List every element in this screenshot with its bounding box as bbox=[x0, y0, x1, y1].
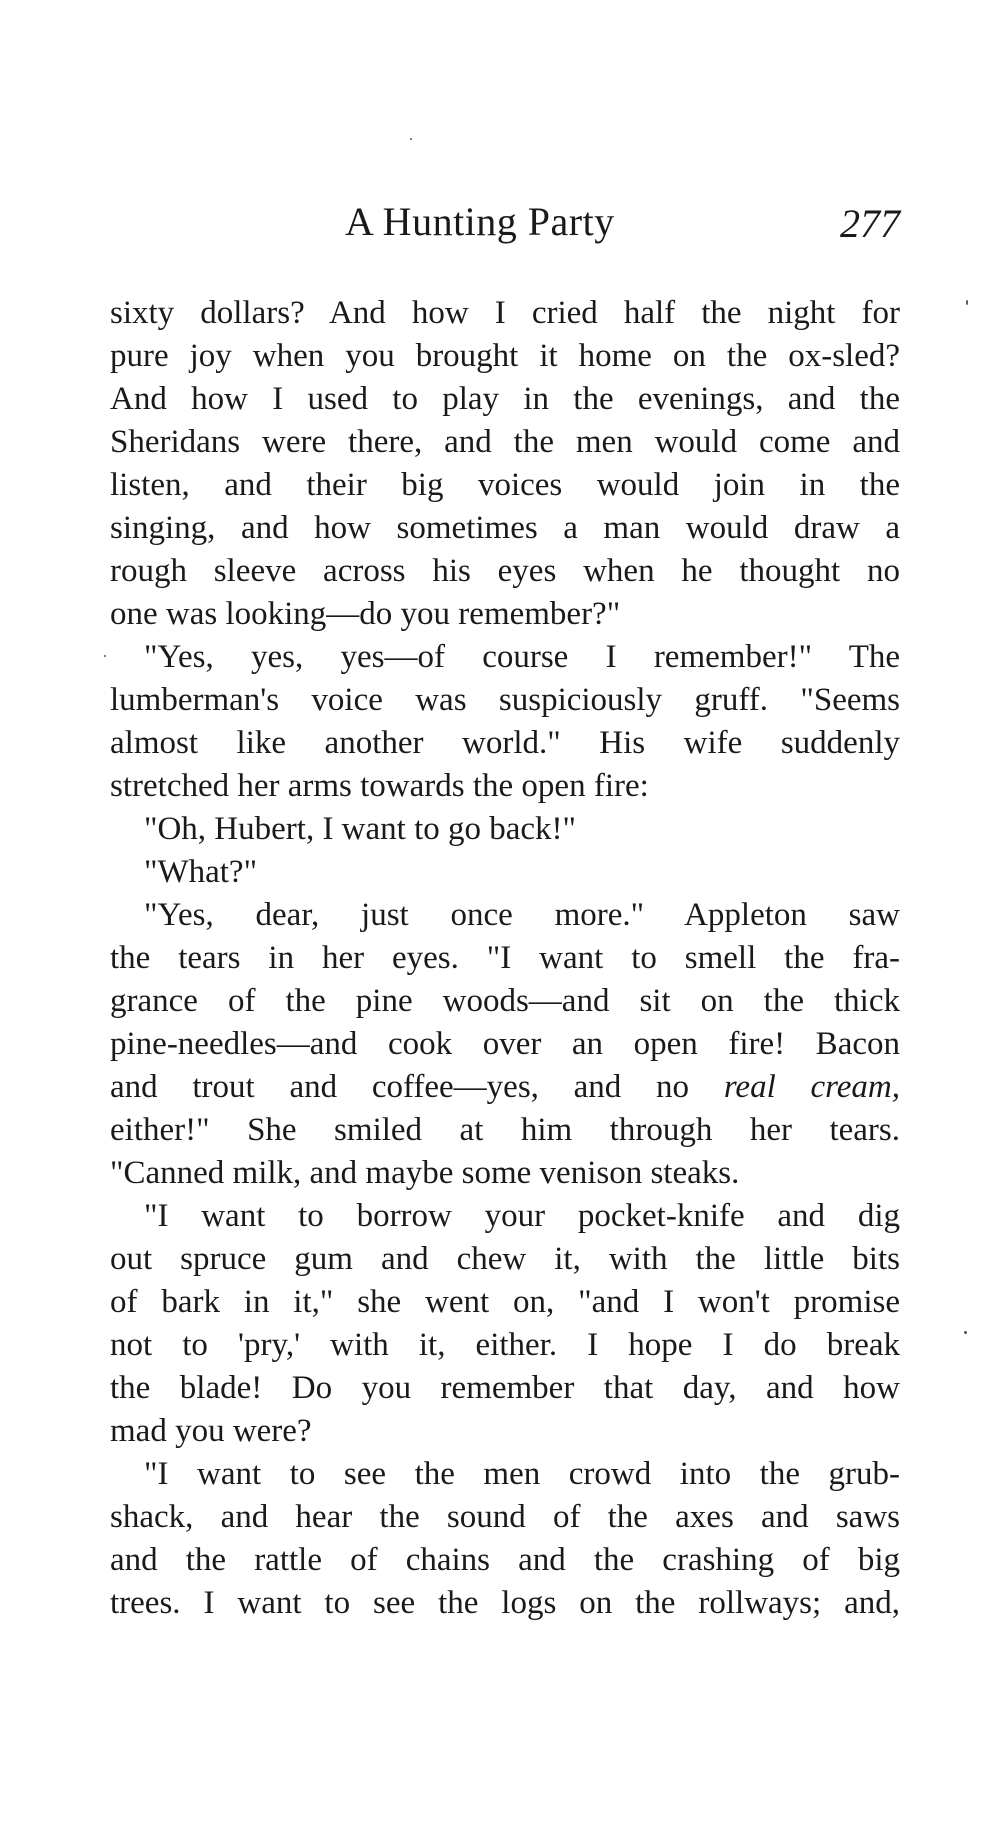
text-line: the tears in her eyes. "I want to smell the fra- bbox=[110, 940, 900, 976]
text-line: and the rattle of chains and the crashing of big bbox=[110, 1542, 900, 1578]
text-line: mad you were? bbox=[110, 1413, 312, 1449]
text-line: sixty dollars? And how I cried half the night for bbox=[110, 295, 900, 331]
text-line: And how I used to play in the evenings, and the bbox=[110, 381, 900, 417]
text-line: one was looking—do you remember?" bbox=[110, 596, 621, 632]
text-line: Sheridans were there, and the men would come and bbox=[110, 424, 900, 460]
text-line: the blade! Do you remember that day, and how bbox=[110, 1370, 900, 1406]
text-line: "Yes, yes, yes—of course I remember!" The bbox=[144, 639, 900, 675]
text-line: stretched her arms towards the open fire: bbox=[110, 768, 649, 804]
text-line: either!" She smiled at him through her tears. bbox=[110, 1112, 900, 1148]
text-line: almost like another world." His wife suddenly bbox=[110, 725, 900, 761]
text-line: pine-needles—and cook over an open fire! Bacon bbox=[110, 1026, 900, 1062]
body-text bbox=[110, 292, 900, 1625]
text-line-part: and trout and coffee—yes, and no bbox=[110, 1069, 724, 1105]
text-line: "Canned milk, and maybe some venison steaks. bbox=[110, 1155, 740, 1191]
text-line: of bark in it," she went on, "and I won't promise bbox=[110, 1284, 900, 1320]
text-line: shack, and hear the sound of the axes and saws bbox=[110, 1499, 900, 1535]
running-head bbox=[110, 198, 900, 258]
text-line: pure joy when you brought it home on the ox-sled? bbox=[110, 338, 900, 374]
scan-speck bbox=[964, 1331, 967, 1334]
text-line: "Yes, dear, just once more." Appleton saw bbox=[144, 897, 900, 933]
text-line: grance of the pine woods—and sit on the thick bbox=[110, 983, 900, 1019]
italic-emphasis: real cream, bbox=[723, 1069, 900, 1105]
text-line: lumberman's voice was suspiciously gruff. "Seems bbox=[110, 682, 900, 718]
page-number: 277 bbox=[840, 201, 900, 246]
text-line: singing, and how sometimes a man would draw a bbox=[110, 510, 900, 546]
scan-speck bbox=[966, 300, 968, 305]
text-line bbox=[110, 1066, 900, 1109]
text-line: "What?" bbox=[144, 854, 258, 890]
text-line: rough sleeve across his eyes when he thought no bbox=[110, 553, 900, 589]
page-title: A Hunting Party bbox=[345, 199, 615, 244]
text-line: trees. I want to see the logs on the rollways; and, bbox=[110, 1585, 900, 1621]
text-line: listen, and their big voices would join in the bbox=[110, 467, 900, 503]
text-line: out spruce gum and chew it, with the little bits bbox=[110, 1241, 900, 1277]
text-line: not to 'pry,' with it, either. I hope I do break bbox=[110, 1327, 900, 1363]
text-line: "I want to see the men crowd into the grub- bbox=[144, 1456, 900, 1492]
scan-speck bbox=[410, 138, 412, 140]
text-line: "Oh, Hubert, I want to go back!" bbox=[144, 811, 576, 847]
text-line: "I want to borrow your pocket-knife and dig bbox=[144, 1198, 900, 1234]
scan-speck bbox=[104, 655, 106, 657]
